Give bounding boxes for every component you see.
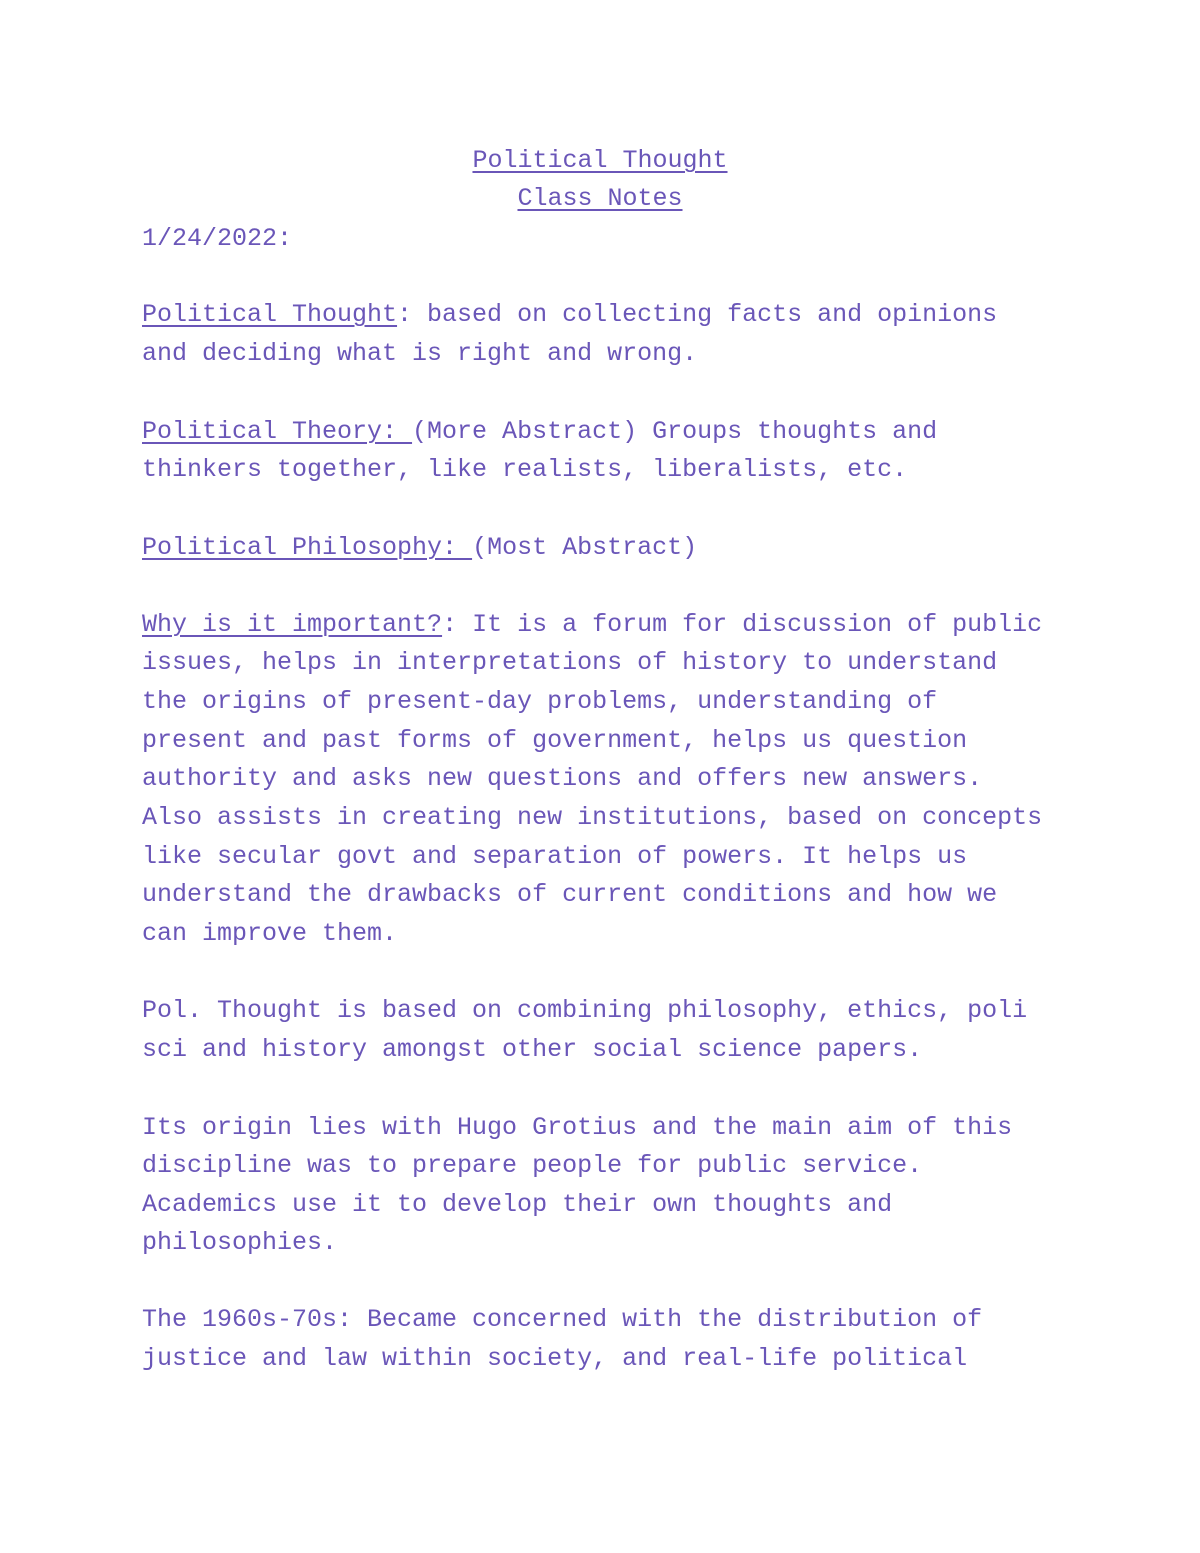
- document-subtitle: Class Notes: [517, 184, 683, 213]
- paragraph-importance: [142, 606, 1042, 644]
- text-line: authority and asks new questions and offers new answers.: [142, 764, 983, 793]
- text-line: the origins of present-day problems, understanding of: [142, 687, 938, 716]
- text-line: sci and history amongst other social science papers.: [142, 1035, 923, 1064]
- text-line: like secular govt and separation of powers. It helps us: [142, 842, 968, 871]
- term-political-thought: Political Thought: [142, 300, 398, 329]
- paragraph-political-philosophy: [142, 529, 697, 567]
- text-line: Pol. Thought is based on combining philosophy, ethics, poli: [142, 996, 1028, 1025]
- text-line: justice and law within society, and real-life political: [142, 1344, 968, 1373]
- text-line: : based on collecting facts and opinions: [397, 300, 998, 329]
- text-line: present and past forms of government, helps us question: [142, 726, 968, 755]
- paragraph-political-thought: [142, 296, 997, 334]
- text-line: issues, helps in interpretations of history to understand: [142, 648, 998, 677]
- text-line: thinkers together, like realists, liberalists, etc.: [142, 455, 908, 484]
- document-title: Political Thought: [472, 146, 728, 175]
- text-line: and deciding what is right and wrong.: [142, 339, 698, 368]
- text-line: (More Abstract) Groups thoughts and: [412, 417, 938, 446]
- term-political-theory: Political Theory:: [142, 417, 413, 446]
- text-line: Also assists in creating new institutions, based on concepts: [142, 803, 1043, 832]
- paragraph-political-theory: [142, 413, 937, 451]
- text-line: Academics use it to develop their own thoughts and: [142, 1190, 893, 1219]
- term-why-important: Why is it important?: [142, 610, 443, 639]
- text-line: discipline was to prepare people for public service.: [142, 1151, 923, 1180]
- text-line: Its origin lies with Hugo Grotius and the main aim of this: [142, 1113, 1013, 1142]
- term-political-philosophy: Political Philosophy:: [142, 533, 473, 562]
- text-line: can improve them.: [142, 919, 398, 948]
- text-line: philosophies.: [142, 1228, 338, 1257]
- text-line: (Most Abstract): [472, 533, 698, 562]
- text-line: The 1960s-70s: Became concerned with the distribution of: [142, 1305, 983, 1334]
- notes-date: 1/24/2022:: [142, 224, 293, 253]
- text-line: understand the drawbacks of current conditions and how we: [142, 880, 998, 909]
- text-line: : It is a forum for discussion of public: [442, 610, 1043, 639]
